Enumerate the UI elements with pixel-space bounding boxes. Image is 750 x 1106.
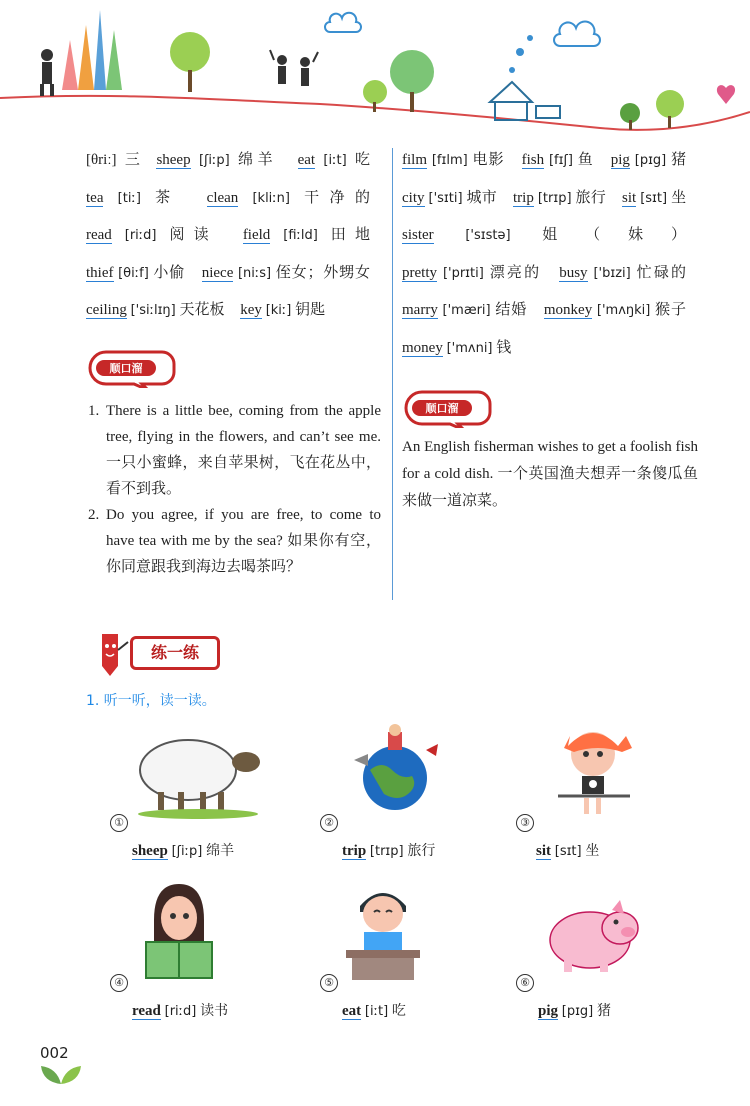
- tongue-twister-num: 1.: [88, 403, 100, 419]
- page-number: 002: [40, 1044, 69, 1062]
- right-vocab-column: [402, 142, 698, 367]
- vocab-entry: trip [trɪp] 旅行: [513, 189, 607, 206]
- tongue-twister-text: An English fisherman wishes to get a foolish fish for a cold dish. 一个英国渔夫想弄一条傻瓜鱼来做一道凉菜。: [402, 439, 698, 509]
- bubbles-icon: [509, 35, 533, 73]
- vocab-entry: field [fiːld] 田地: [242, 227, 370, 243]
- cloud-icon: [554, 22, 600, 46]
- card-number: ②: [320, 814, 338, 832]
- tree-icon: [656, 90, 684, 128]
- tongue-twister-text: Do you agree, if you are free, to come to have tea with me by the sea? 如果你有空，你同意跟我到海边去喝茶吗？: [106, 507, 381, 575]
- practice-card: [108, 880, 298, 1020]
- practice-card: [318, 720, 508, 860]
- vocab-entry: fish [fɪʃ] 鱼: [521, 152, 594, 168]
- practice-card: [514, 720, 704, 860]
- tongue-twister-item: [88, 502, 381, 580]
- card-caption: eat [iːt] 吃: [342, 1003, 406, 1019]
- badge-label: 顺口溜: [109, 362, 143, 375]
- card-number: ④: [110, 974, 128, 992]
- tongue-twister-item: [88, 398, 381, 502]
- tree-icon: [620, 103, 640, 130]
- vocab-entry: pig [pɪg] 猪: [610, 152, 687, 168]
- boy-eating-icon: [338, 880, 428, 984]
- vocab-entry: tea [tiː] 茶: [86, 189, 181, 206]
- card-number: ⑤: [320, 974, 338, 992]
- vocab-entry: key [kiː] 钥匙: [240, 302, 326, 318]
- left-vocab-column: [86, 142, 382, 330]
- vocab-entry: pretty ['prɪti] 漂亮的: [402, 264, 542, 281]
- card-caption: trip [trɪp] 旅行: [342, 843, 436, 859]
- badge-label: 顺口溜: [425, 402, 459, 415]
- tongue-twister-right: [402, 434, 698, 515]
- leaf-icon: [38, 1062, 84, 1086]
- heart-icon: [717, 85, 735, 104]
- vocab-entry: marry ['mæri] 结婚: [402, 302, 528, 318]
- vocab-entry: film [fɪlm] 电影: [402, 152, 505, 168]
- pig-icon: [538, 888, 648, 978]
- tongue-twister-text: There is a little bee, coming from the apple tree, flying in the flowers, and can’t see me. 一只小蜜蜂，来自苹果树，飞在花丛中，看不到我。: [106, 403, 381, 497]
- pencil-mascot-icon: [88, 628, 130, 678]
- vocab-prefix: [θriː] 三: [86, 152, 145, 168]
- tongue-twister-badge: [402, 388, 494, 428]
- vocab-entry: monkey ['mʌŋki] 猴子: [543, 302, 686, 318]
- practice-card: [108, 720, 298, 860]
- vocab-entry: read [riːd] 阅读: [86, 227, 218, 243]
- practice-card: [514, 880, 704, 1020]
- header-illustration: [0, 0, 750, 140]
- card-caption: read [riːd] 读书: [132, 1003, 229, 1019]
- pencils-icon: [62, 10, 122, 90]
- practice-instruction: 1. 听一听，读一读。: [86, 693, 216, 709]
- vocab-entry: sheep [ʃiːp] 绵羊: [156, 152, 278, 168]
- practice-banner: [130, 636, 220, 670]
- vocab-entry: clean [kliːn] 干净的: [206, 189, 370, 206]
- card-caption: sheep [ʃiːp] 绵羊: [132, 843, 235, 859]
- card-number: ①: [110, 814, 128, 832]
- vocab-entry: money ['mʌni] 钱: [402, 339, 512, 356]
- vocab-entry: eat [iːt] 吃: [297, 152, 370, 168]
- sheep-icon: [128, 720, 268, 820]
- card-caption: pig [pɪg] 猪: [538, 1003, 611, 1019]
- tree-icon: [390, 50, 434, 112]
- card-number: ③: [516, 814, 534, 832]
- house-icon: [490, 82, 560, 120]
- vocab-entry: sit [sɪt] 坐: [622, 189, 687, 206]
- card-caption: sit [sɪt] 坐: [536, 843, 600, 859]
- practice-banner-label: 练一练: [150, 643, 199, 662]
- person-icon: [40, 49, 54, 96]
- vocab-entry: sister ['sɪstə] 姐（妹）: [402, 227, 686, 243]
- girl-reading-icon: [134, 880, 224, 984]
- column-divider: [392, 148, 393, 600]
- cloud-icon: [325, 13, 361, 32]
- vocab-entry: busy ['bɪzi] 忙碌的: [559, 264, 687, 281]
- vocab-entry: thief [θiːf] 小偷: [86, 264, 186, 281]
- vocab-entry: ceiling ['siːlɪŋ] 天花板: [86, 302, 225, 318]
- tongue-twister-num: 2.: [88, 507, 100, 523]
- vocab-entry: niece [niːs] 侄女；外甥女: [201, 264, 371, 281]
- children-icon: [270, 50, 318, 86]
- card-number: ⑥: [516, 974, 534, 992]
- practice-card: [318, 880, 508, 1020]
- tongue-twister-badge: [86, 348, 178, 388]
- tree-icon: [170, 32, 210, 92]
- globe-trip-icon: [340, 720, 450, 820]
- vocab-entry: city ['sɪti] 城市: [402, 189, 498, 206]
- girl-sitting-icon: [538, 720, 648, 820]
